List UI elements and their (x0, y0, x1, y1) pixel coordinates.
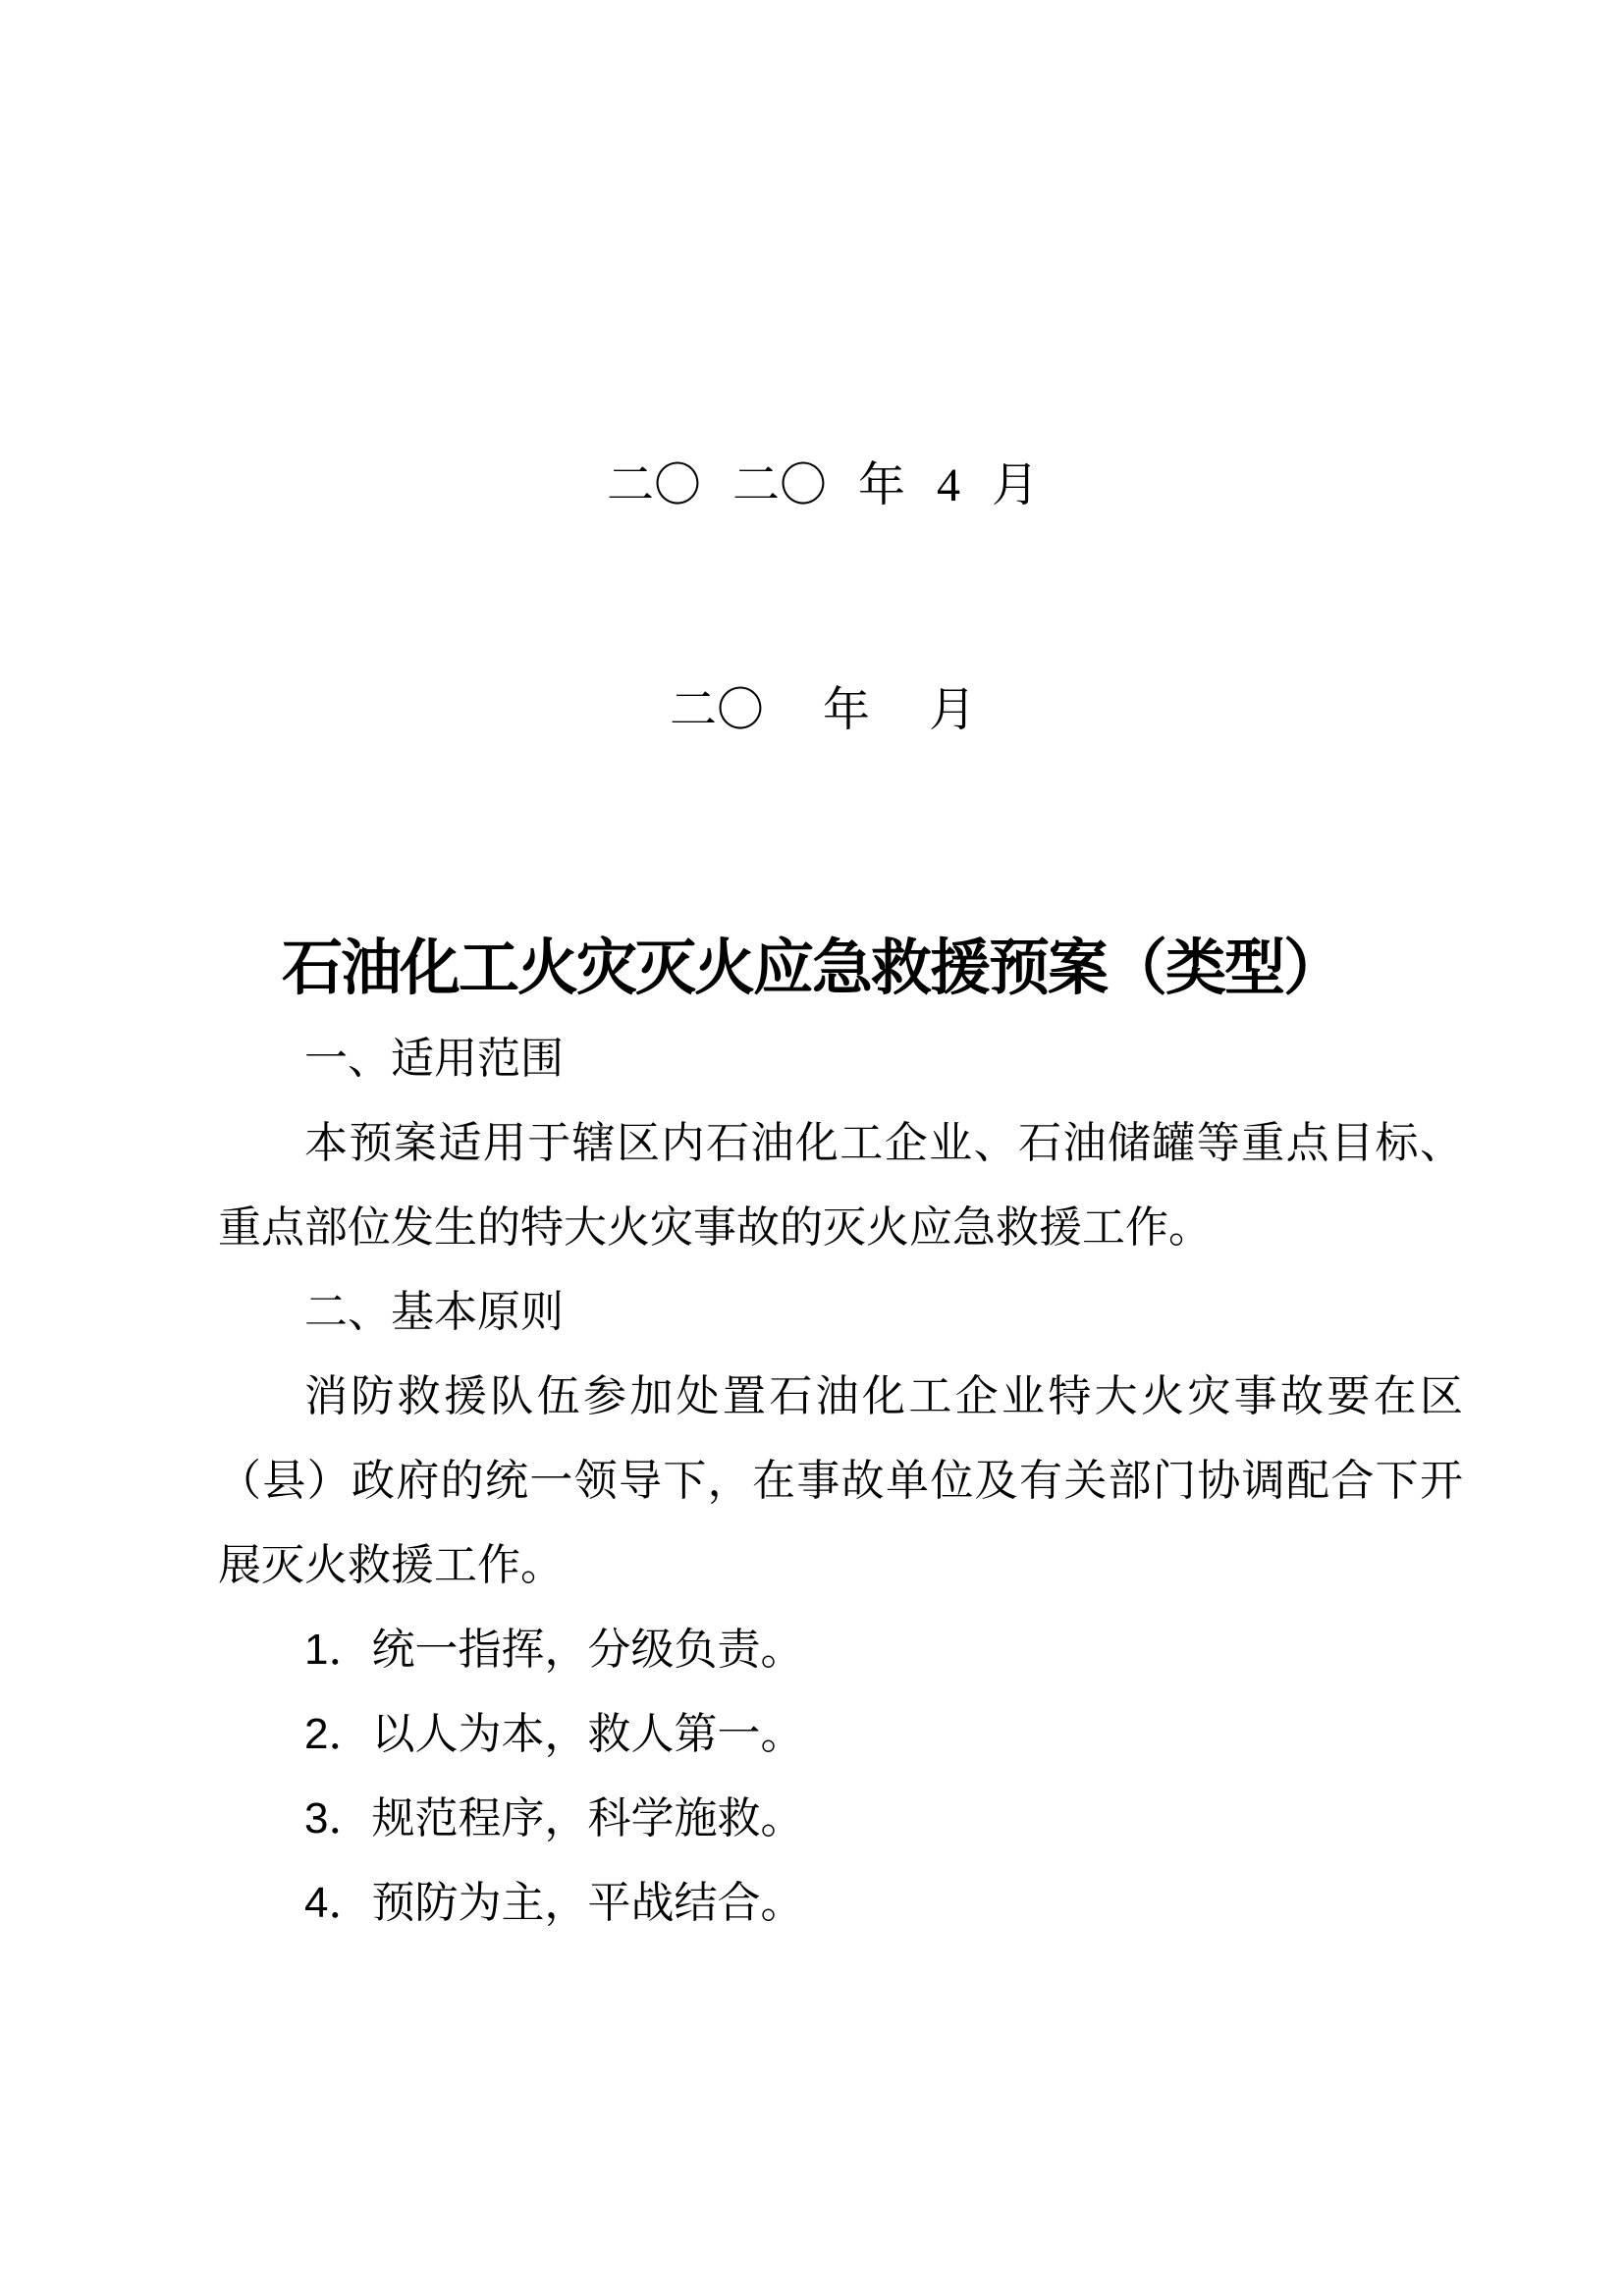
list-item: 1．统一指挥，分级负责。 (304, 1626, 804, 1674)
paragraph-line: （县）政府的统一领导下，在事故单位及有关部门协调配合下开 (218, 1457, 1463, 1505)
list-item: 4．预防为主，平战结合。 (304, 1879, 804, 1927)
paragraph-line: 消防救援队伍参加处置石油化工企业特大火灾事故要在区 (304, 1372, 1463, 1420)
document-body (218, 1017, 1463, 1946)
cover-date-line-blank: 二〇 年 月 (669, 684, 977, 736)
section-heading-principles: 二、基本原则 (304, 1288, 564, 1336)
section-heading-scope: 一、适用范围 (304, 1035, 564, 1083)
paragraph-line: 本预案适用于辖区内石油化工企业、石油储罐等重点目标、 (304, 1119, 1463, 1167)
paragraph-line: 重点部位发生的特大火灾事故的灭火应急救援工作。 (218, 1203, 1212, 1252)
document-title: 石油化工火灾灭火应急救援预案（类型） (281, 935, 1343, 1002)
list-item: 3．规范程序，科学施救。 (304, 1794, 804, 1842)
cover-date-line-filled: 二〇 二〇 年 4 月 (606, 459, 1040, 511)
paragraph-line: 展灭火救援工作。 (218, 1541, 564, 1589)
list-item: 2．以人为本，救人第一。 (304, 1710, 804, 1758)
